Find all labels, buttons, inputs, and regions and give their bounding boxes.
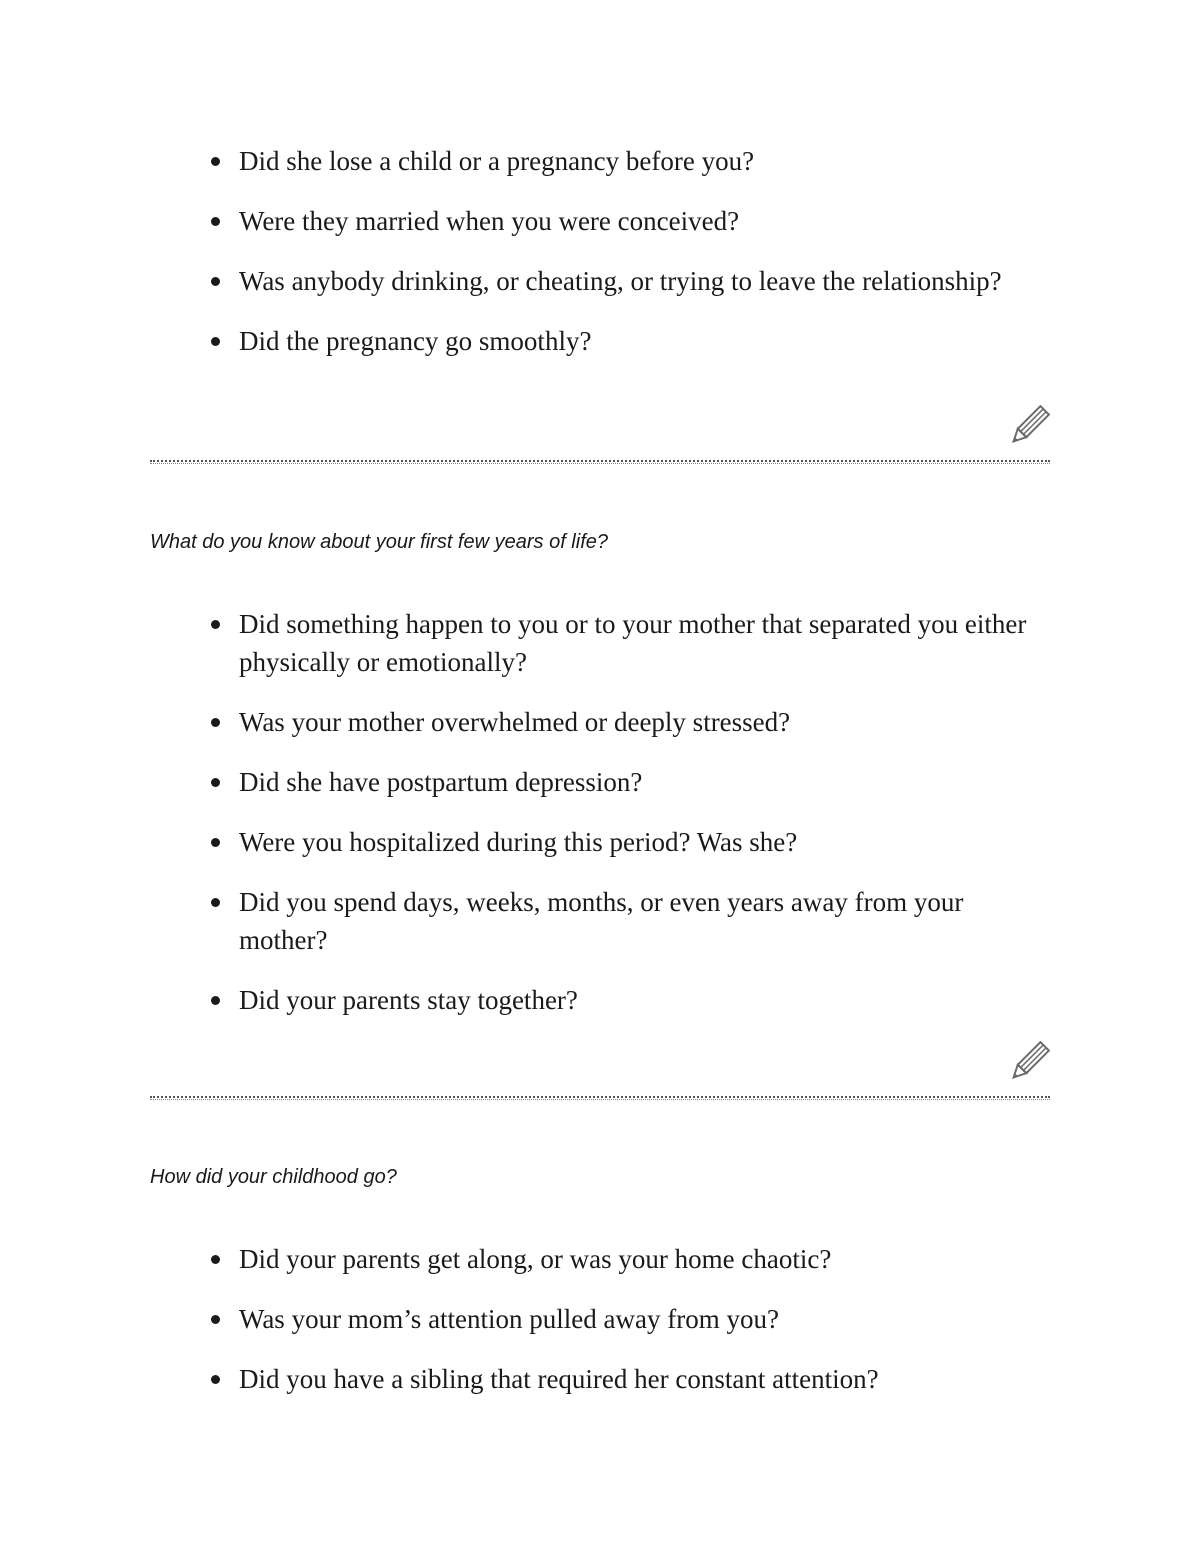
pencil-icon bbox=[1004, 405, 1050, 451]
list-item: Did she have postpartum depression? bbox=[150, 763, 1050, 801]
bullet-icon bbox=[211, 898, 220, 907]
bullet-icon bbox=[211, 1315, 220, 1324]
list-item: Were they married when you were conceived? bbox=[150, 202, 1050, 240]
list-item: Did she lose a child or a pregnancy before you? bbox=[150, 142, 1050, 180]
bullet-icon bbox=[211, 996, 220, 1005]
bullet-list-childhood bbox=[150, 1240, 1050, 1398]
list-item: Were you hospitalized during this period? Was she? bbox=[150, 823, 1050, 861]
section-divider bbox=[150, 460, 1050, 462]
bullet-icon bbox=[211, 337, 220, 346]
pencil-icon bbox=[1004, 1041, 1050, 1087]
bullet-icon bbox=[211, 620, 220, 629]
bullet-icon bbox=[211, 157, 220, 166]
list-item: Was your mom’s attention pulled away from you? bbox=[150, 1300, 1050, 1338]
bullet-icon bbox=[211, 718, 220, 727]
bullet-icon bbox=[211, 1375, 220, 1384]
section-divider bbox=[150, 1096, 1050, 1098]
bullet-list-pregnancy bbox=[150, 142, 1050, 360]
list-item: Was anybody drinking, or cheating, or trying to leave the relationship? bbox=[150, 262, 1050, 300]
list-item: Did the pregnancy go smoothly? bbox=[150, 322, 1050, 360]
list-item: Was your mother overwhelmed or deeply stressed? bbox=[150, 703, 1050, 741]
section-prompt-early-years: What do you know about your first few years of life? bbox=[150, 531, 608, 553]
bullet-icon bbox=[211, 277, 220, 286]
bullet-icon bbox=[211, 1255, 220, 1264]
bullet-icon bbox=[211, 778, 220, 787]
section-prompt-childhood: How did your childhood go? bbox=[150, 1166, 397, 1188]
bullet-icon bbox=[211, 217, 220, 226]
list-item: Did your parents get along, or was your home chaotic? bbox=[150, 1240, 1050, 1278]
bullet-icon bbox=[211, 838, 220, 847]
list-item: Did you spend days, weeks, months, or even years away from your mother? bbox=[150, 883, 1050, 959]
list-item: Did you have a sibling that required her constant attention? bbox=[150, 1360, 1050, 1398]
list-item: Did something happen to you or to your mother that separated you either physically or emotionally? bbox=[150, 605, 1050, 681]
list-item: Did your parents stay together? bbox=[150, 981, 1050, 1019]
bullet-list-early-years bbox=[150, 605, 1050, 1019]
